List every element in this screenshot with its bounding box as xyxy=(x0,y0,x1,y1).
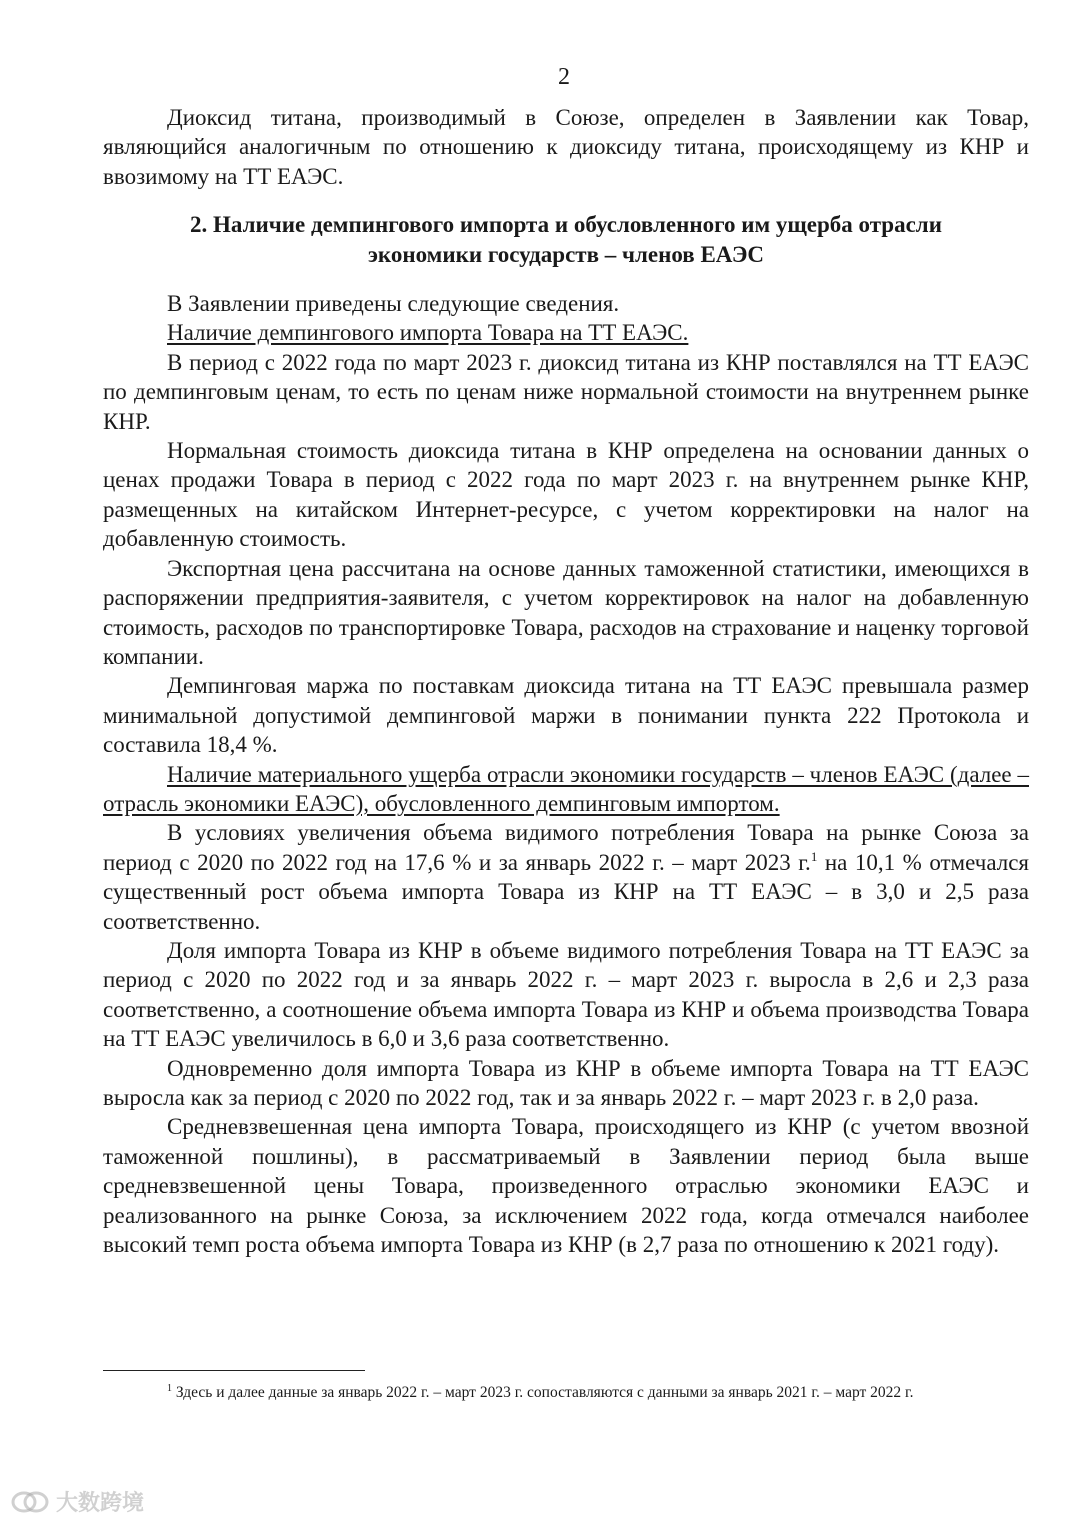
injury-paragraph-3: Средневзвешенная цена импорта Товара, происходящего из КНР (с учетом ввозной таможенной пошлины), в рассматриваемый в Заявлении период была выше средневзвешенной цены Товара, произведенного отраслью экономики ЕАЭС и реализованного на рынке Союза, за исключением 2022 года, когда отмечался наиболее высокий темп роста объема импорта Товара из КНР (в 2,7 раза по отношению к 2021 году). xyxy=(103,1114,1029,1258)
injury-paragraph-2: Одновременно доля импорта Товара из КНР в объеме импорта Товара на ТТ ЕАЭС выросла как за период с 2020 по 2022 год, так и за январь 2022 г. – март 2023 г. в 2,0 раза. xyxy=(103,1055,1029,1110)
watermark xyxy=(10,1486,144,1517)
document-body xyxy=(103,103,1029,1259)
subheading-injury-text: Наличие материального ущерба отрасли экономики государств – членов ЕАЭС (далее – отрасль экономики ЕАЭС), обусловленного демпинговым импортом. xyxy=(103,761,1029,816)
consumption-paragraph xyxy=(103,818,1029,936)
footnote xyxy=(103,1380,1029,1406)
subheading-dumping-import xyxy=(103,318,1029,347)
dumping-paragraph-1: В период с 2022 года по март 2023 г. диоксид титана из КНР поставлялся на ТТ ЕАЭС по демпинговым ценам, то есть по ценам ниже нормальной стоимости на внутреннем рынке КНР. xyxy=(103,349,1029,434)
consumption-text-before-note: В условиях увеличения объема видимого потребления Товара на рынке Союза за период с 2020 по 2022 год на 17,6 % и за январь 2022 г. – март 2023 г. xyxy=(103,820,1029,875)
footnote-text: Здесь и далее данные за январь 2022 г. – март 2023 г. сопоставляются с данными за январь 2021 г. – март 2022 г. xyxy=(172,1384,914,1401)
section-heading-line-1: 2. Наличие демпингового импорта и обусловленного им ущерба отрасли xyxy=(190,212,942,238)
page-number: 2 xyxy=(558,64,570,90)
footnote-reference-mark: 1 xyxy=(810,848,818,864)
footnote-mark: 1 xyxy=(167,1383,172,1394)
intro-paragraph: Диоксид титана, производимый в Союзе, определен в Заявлении как Товар, являющийся аналогичным по отношению к диоксиду титана, происходящему из КНР и ввозимому на ТТ ЕАЭС. xyxy=(103,105,1029,189)
subheading-dumping-text: Наличие демпингового импорта Товара на ТТ ЕАЭС. xyxy=(167,320,689,346)
watermark-text: 大数跨境 xyxy=(56,1491,145,1516)
dumping-paragraph-2: Нормальная стоимость диоксида титана в КНР определена на основании данных о ценах продажи Товара в период с 2022 года по март 2023 г. на внутреннем рынке КНР, размещенных на китайском Интернет-ресурсе, с учетом корректировки на налог на добавленную стоимость. xyxy=(103,438,1029,552)
footnote-separator xyxy=(103,1370,365,1371)
section-heading xyxy=(103,210,1029,269)
lead-in-paragraph: В Заявлении приведены следующие сведения. xyxy=(167,291,620,317)
injury-paragraph-1: Доля импорта Товара из КНР в объеме видимого потребления Товара на ТТ ЕАЭС за период с 2020 по 2022 год и за январь 2022 г. – март 2023 г. выросла в 2,6 и 2,3 раза соответственно, а соотношение объема импорта Товара из КНР и объема производства Товара на ТТ ЕАЭС увеличилось в 6,0 и 3,6 раза соответственно. xyxy=(103,937,1029,1052)
consumption-text-after-note: на 10,1 % отмечался существенный рост объема импорта Товара из КНР на ТТ ЕАЭС – в 3,0 и 2,5 раза соответственно. xyxy=(103,849,1029,934)
watermark-logo-icon xyxy=(10,1489,50,1515)
subheading-material-injury xyxy=(103,760,1029,819)
section-heading-line-2: экономики государств – членов ЕАЭС xyxy=(367,241,765,267)
dumping-paragraph-3: Экспортная цена рассчитана на основе данных таможенной статистики, имеющихся в распоряжении предприятия-заявителя, с учетом корректировок на налог на добавленную стоимость, расходов по транспортировке Товара, расходов на страхование и наценку торговой компании. xyxy=(103,555,1029,669)
dumping-paragraph-4: Демпинговая маржа по поставкам диоксида титана на ТТ ЕАЭС превышала размер минимальной допустимой демпинговой маржи в понимании пункта 222 Протокола и составила 18,4 %. xyxy=(103,673,1029,758)
